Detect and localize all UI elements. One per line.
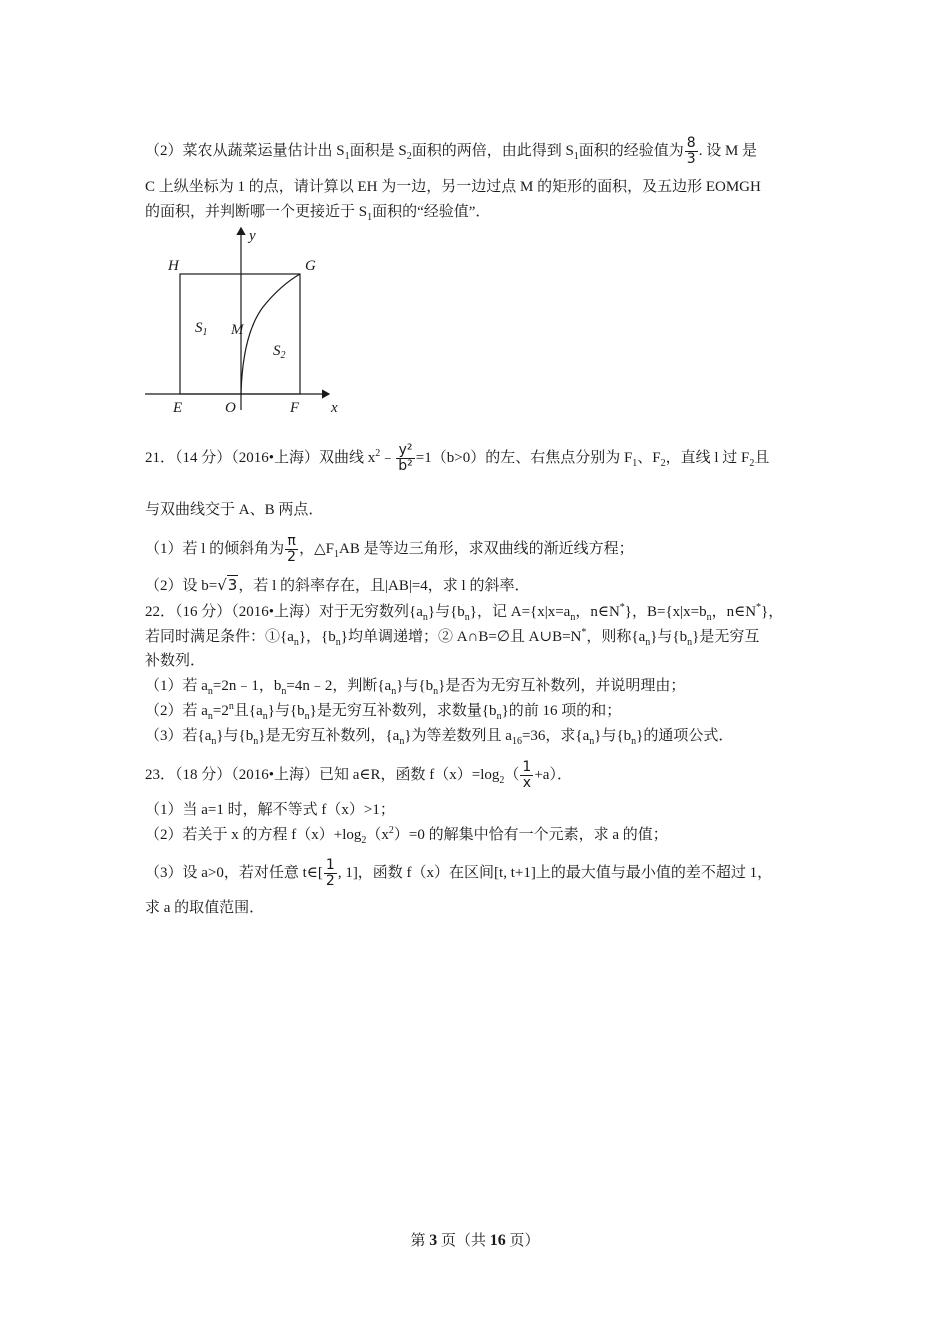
label-G: G xyxy=(305,258,316,274)
q22-line2: 若同时满足条件：$①\{a_n\}$，$\{b_n\}$均单调递增；② A∩B=∅且 A∪B=N*，则称$\{a_n\}$与$\{b_n\}$是无穷互 xyxy=(145,627,760,648)
label-y: y xyxy=(249,228,256,244)
sqrt-3: √3 xyxy=(217,576,238,594)
page-footer: 第 3 页（共 16 页） xyxy=(410,1232,540,1249)
label-S2: $S_2$ xyxy=(273,343,286,361)
label-H: H xyxy=(168,258,179,274)
q23-part3-cont: 求 a 的取值范围． xyxy=(145,900,265,916)
page-number: 3 xyxy=(429,1232,438,1249)
q22-part1: （1）若 $a_n=2n﹣1$，$b_n=4n﹣2$，判断$\{a_n\}$与$\{b_n\}$是否为无穷互补数列，并说明理由； xyxy=(145,678,686,697)
fraction-1-2: $\frac{1}{2}$ xyxy=(325,857,335,889)
label-x: x xyxy=(331,400,338,416)
q21-line2: 与双曲线交于 A、B 两点． xyxy=(145,502,324,518)
q23-part3: （3）设 a>0，若对任意 t∈[ $\frac{1}{2}$ , 1]，函数 f（x）在区间[t, t+1]上的最大值与最小值的差不超过 1， xyxy=(145,857,773,889)
q21-part1: （1）若 l 的倾斜角为 $\frac{\pi}{2}$ ，$\triangle F_1AB$ 是等边三角形，求双曲线的渐近线方程； xyxy=(145,533,634,565)
label-S1: $S_1$ xyxy=(195,320,208,338)
label-F: F xyxy=(290,400,300,416)
label-O: O xyxy=(225,400,236,416)
q22-line3: 补数列． xyxy=(145,653,206,669)
q22-line1: 22．（16 分）（2016•上海）对于无穷数列$\{a_n\}$与$\{b_n\}$，记 $A=\{x|x=a_n$，n∈N*}，$B=\{x|x=b_n$，n∈N*}， xyxy=(145,602,784,623)
q23-part1: （1）当 a=1 时，解不等式 f（x）>1； xyxy=(145,802,395,818)
q23-line1: 23．（18 分）（2016•上海）已知 a∈R，函数 $f(x)=\log_2$（ $\frac{1}{x}$ +a）． xyxy=(145,759,572,791)
q20-part2-line2: C 上纵坐标为 1 的点，请计算以 EH 为一边，另一边过点 M 的矩形的面积，及五边形 EOMGH xyxy=(145,179,761,195)
page-total: 16 xyxy=(489,1232,506,1249)
fraction-y2-b2: $\frac{\text{y²}}{\text{b²}}$ xyxy=(398,442,413,474)
q23-part2: （2）若关于 x 的方程 $f(x)+\log_2(x^2)=0$ 的解集中恰有一个元素，求 a 的值； xyxy=(145,825,668,846)
label-M: M xyxy=(231,322,244,338)
q21-part2: （2）设 b=√3，若 l 的斜率存在，且|AB|=4，求 l 的斜率． xyxy=(145,576,530,594)
label-E: E xyxy=(173,400,183,416)
rectangle-curve-figure xyxy=(145,222,345,420)
q20-part2-line1: （2）菜农从蔬菜运量估计出 $S_1$面积是 $S_2$面积的两倍，由此得到 $S_1$面积的经验值为 $\frac{8}{3}$ . 设 M 是 xyxy=(145,135,758,167)
q22-part3: （3）若$\{a_n\}$与$\{b_n\}$是无穷互补数列，$\{a_n\}$为等差数列且 $a_{16}=36$，求$\{a_n\}$与$\{b_n\}$的通项公式． xyxy=(145,728,734,747)
curve-C xyxy=(241,274,300,394)
q21-line1: 21．（14 分）（2016•上海）双曲线 $x^2﹣$ $\frac{\text{y²}}{\text{b²}}$ =1（b>0）的左、右焦点分别为 $F_1$、$F_2$，直线 l 过 $F_2$且 xyxy=(145,442,770,474)
fraction-8-3: $\frac{8}{3}$ xyxy=(686,135,696,167)
q20-part2-line3: 的面积，并判断哪一个更接近于 $S_1$面积的“经验值”． xyxy=(145,204,491,223)
fraction-pi-2: $\frac{\pi}{2}$ xyxy=(287,533,297,565)
fraction-1-x: $\frac{1}{x}$ xyxy=(522,759,532,791)
q22-part2: （2）若 $a_n=2^n$且$\{a_n\}$与$\{b_n\}$是无穷互补数列，求数量$\{b_n\}$的前 16 项的和； xyxy=(145,701,622,722)
